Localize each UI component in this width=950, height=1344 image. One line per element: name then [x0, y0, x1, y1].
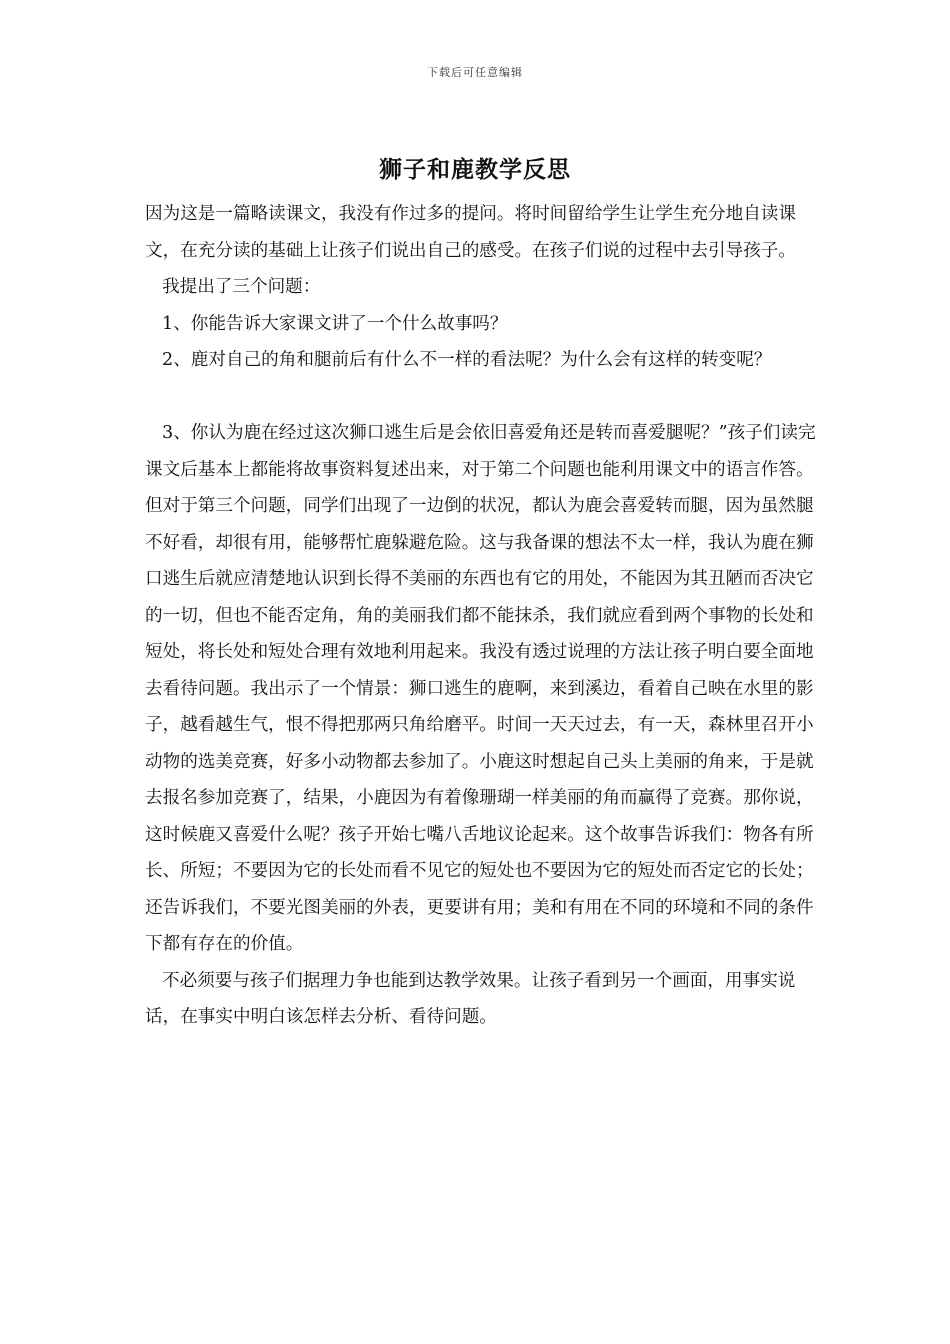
document-body [145, 196, 825, 1036]
intro-paragraph: 因为这是一篇略读课文，我没有作过多的提问。将时间留给学生让学生充分地自读课文，在充分读的基础上让孩子们说出自己的感受。在孩子们说的过程中去引导孩子。 [145, 204, 796, 261]
paragraph-gap [145, 379, 825, 416]
conclusion-paragraph: 不必须要与孩子们据理力争也能到达教学效果。让孩子看到另一个画面，用事实说话，在事实中明白该怎样去分析、看待问题。 [145, 970, 796, 1027]
questions-lead: 我提出了三个问题： [162, 277, 321, 297]
question-3-discussion-paragraph: 3、你认为鹿在经过这次狮口逃生后是会依旧喜爱角还是转而喜爱腿呢？”孩子们读完课文后基本上都能将故事资料复述出来，对于第二个问题也能利用课文中的语言作答。但对于第三个问题，同学们出现了一边倒的状况，都认为鹿会喜爱转而腿，因为虽然腿不好看，却很有用，能够帮忙鹿躲避危险。这与我备课的想法不太一样，我认为鹿在狮口逃生后就应清楚地认识到长得不美丽的东西也有它的用处，不能因为其丑陋而否决它的一切，但也不能否定角，角的美丽我们都不能抹杀，我们就应看到两个事物的长处和短处，将长处和短处合理有效地利用起来。我没有透过说理的方法让孩子明白要全面地去看待问题。我出示了一个情景：狮口逃生的鹿啊，来到溪边，看着自己映在水里的影子，越看越生气，恨不得把那两只角给磨平。时间一天天过去，有一天，森林里召开小动物的选美竞赛，好多小动物都去参加了。小鹿这时想起自己头上美丽的角来，于是就去报名参加竞赛了，结果，小鹿因为有着像珊瑚一样美丽的角而赢得了竞赛。那你说，这时候鹿又喜爱什么呢？孩子开始七嘴八舌地议论起来。这个故事告诉我们：物各有所长、所短；不要因为它的长处而看不见它的短处也不要因为它的短处而否定它的长处；还告诉我们，不要光图美丽的外表，更要讲有用；美和有用在不同的环境和不同的条件下都有存在的价值。 [145, 423, 816, 954]
question-1: 1、你能告诉大家课文讲了一个什么故事吗？ [162, 313, 508, 334]
question-2: 2、鹿对自己的角和腿前后有什么不一样的看法呢？为什么会有这样的转变呢？ [162, 350, 772, 370]
document-title: 狮子和鹿教学反思 [379, 156, 571, 183]
header-note: 下载后可任意编辑 [427, 66, 523, 79]
